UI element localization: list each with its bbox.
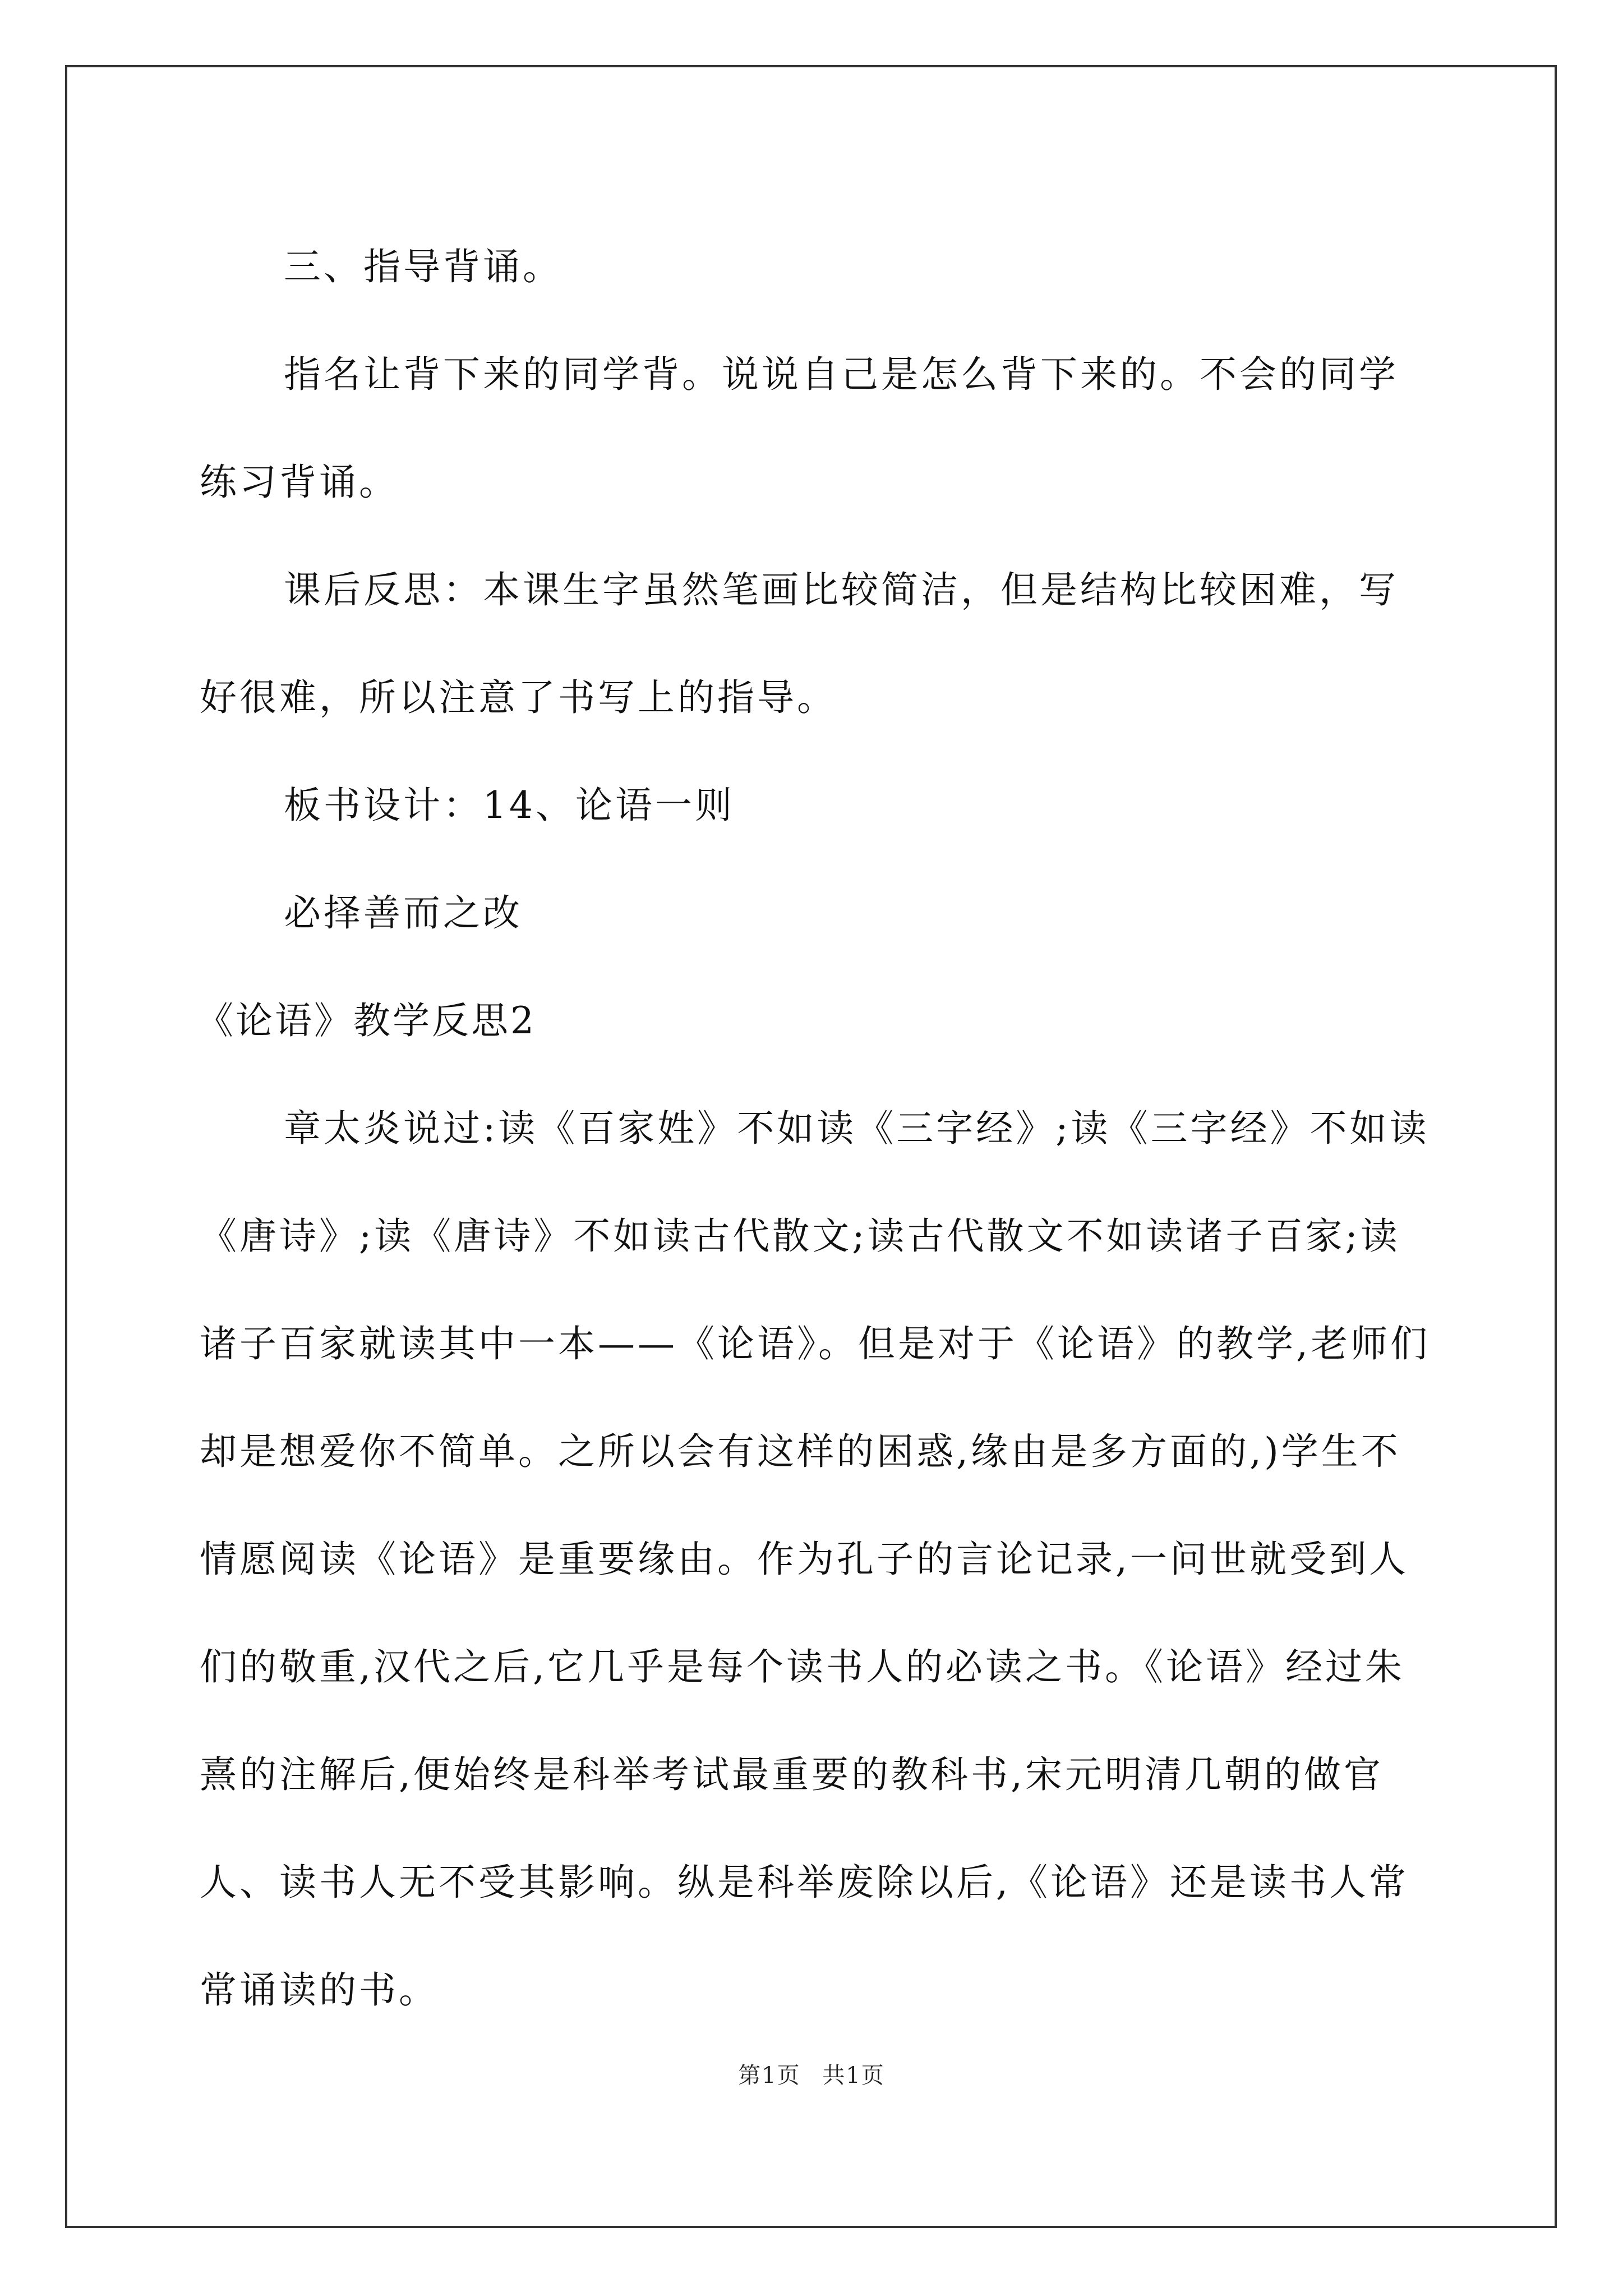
page-number: 第1页 bbox=[738, 2063, 801, 2088]
paragraph-instruction-heading: 三、指导背诵。 bbox=[284, 245, 562, 288]
document-body bbox=[196, 213, 1433, 2044]
section-title: 《论语》教学反思2 bbox=[196, 999, 536, 1042]
paragraph-board-line: 必择善而之改 bbox=[284, 891, 523, 935]
paragraph-reflection: 课后反思：本课生字虽然笔画比较简洁，但是结构比较困难，写好很难，所以注意了书写上的指导。 bbox=[200, 568, 1399, 719]
paragraph-body: 章太炎说过:读《百家姓》不如读《三字经》;读《三字经》不如读《唐诗》;读《唐诗》不如读古代散文;读古代散文不如读诸子百家;读诸子百家就读其中一本——《论语》。但是对于《论语》的教学,老师们却是想爱你不简单。之所以会有这样的困惑,缘由是多方面的,)学生不情愿阅读《论语》是重要缘由。作为孔子的言论记录,一问世就受到人们的敬重,汉代之后,它几乎是每个读书人的必读之书。《论语》经过朱熹的注解后,便始终是科举考试最重要的教科书,宋元明清几朝的做官人、读书人无不受其影响。纵是科举废除以后,《论语》还是读书人常常诵读的书。 bbox=[200, 1107, 1430, 2012]
paragraph-recitation: 指名让背下来的同学背。说说自己是怎么背下来的。不会的同学练习背诵。 bbox=[200, 353, 1399, 504]
paragraph-board-design: 板书设计：14、论语一则 bbox=[284, 784, 735, 827]
page-total: 共1页 bbox=[822, 2063, 885, 2088]
page-footer bbox=[0, 2058, 1623, 2090]
